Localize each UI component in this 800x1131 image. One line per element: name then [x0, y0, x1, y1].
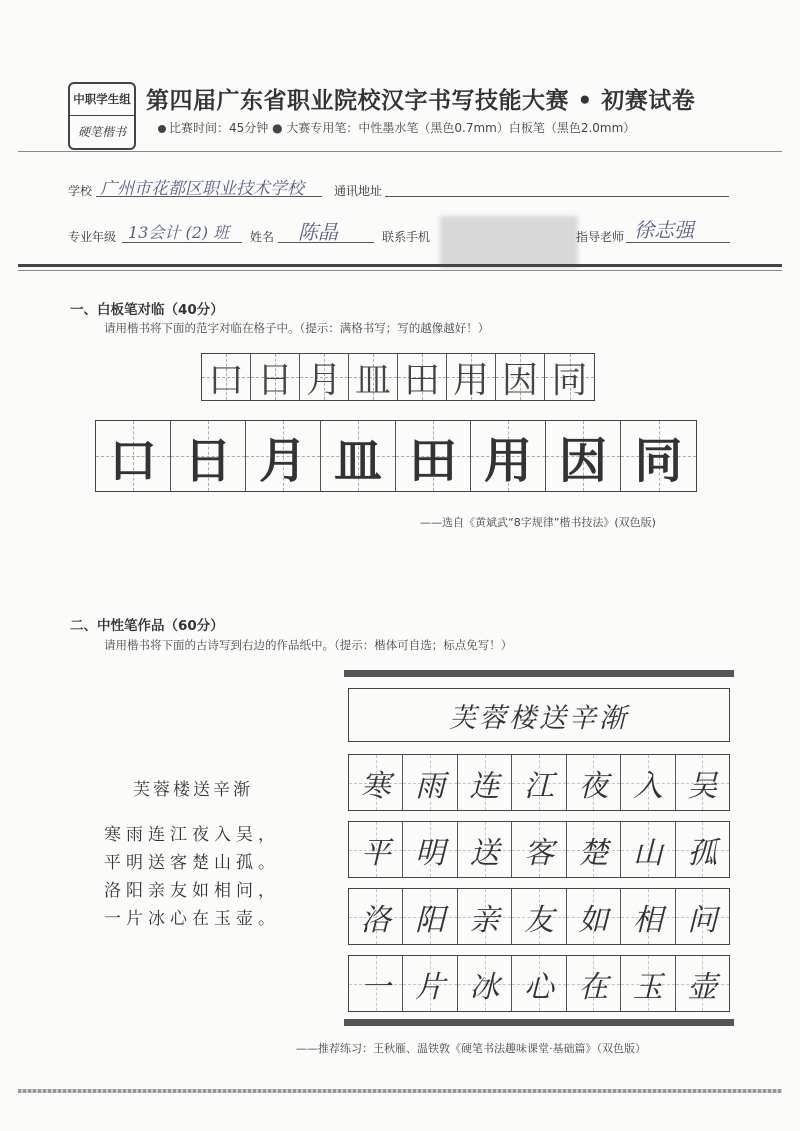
badge-category-label: 硬笔楷书	[77, 125, 126, 139]
work-cell[interactable]	[458, 822, 512, 877]
work-char: 江	[523, 768, 554, 804]
work-char: 送	[469, 835, 500, 871]
major-label: 专业年级	[68, 230, 117, 244]
practice-cell[interactable]	[246, 421, 321, 491]
poem-line: 一片冰心在玉壶。	[104, 909, 280, 929]
work-char: 雨	[415, 768, 446, 804]
practice-char: 田	[408, 432, 457, 489]
work-cell[interactable]	[567, 755, 621, 810]
work-cell[interactable]	[621, 822, 675, 877]
address-label: 通讯地址	[334, 184, 383, 198]
teacher-label: 指导老师	[576, 230, 625, 244]
practice-char: 口	[108, 432, 157, 489]
major-field[interactable]: 13会计 (2) 班	[128, 223, 230, 242]
work-char: 玉	[632, 969, 663, 1005]
work-char: 片	[415, 969, 446, 1005]
work-char: 一	[360, 969, 391, 1005]
section2-instructions: 请用楷书将下面的古诗写到右边的作品纸中。（提示：楷体可自选；标点免写！）	[104, 638, 513, 652]
exam-info-text: 比赛时间：45分钟 ● 大赛专用笔：中性墨水笔（黑色0.7mm）白板笔（黑色2.0mm）	[169, 121, 636, 135]
model-character-row	[201, 353, 595, 401]
model-char: 皿	[354, 359, 391, 401]
work-char: 入	[632, 768, 663, 804]
footer-divider	[18, 1089, 782, 1093]
work-cell[interactable]	[349, 889, 403, 944]
practice-char: 同	[634, 432, 683, 489]
work-cell[interactable]	[458, 889, 512, 944]
work-cell[interactable]	[512, 822, 566, 877]
poem-line: 平明送客楚山孤。	[104, 853, 280, 873]
teacher-field[interactable]: 徐志强	[634, 218, 694, 242]
practice-cell[interactable]	[96, 421, 171, 491]
practice-cell[interactable]	[546, 421, 621, 491]
model-cell	[545, 354, 594, 400]
work-title: 芙蓉楼送辛渐	[348, 688, 730, 742]
school-label: 学校	[68, 184, 93, 198]
work-char: 阳	[415, 902, 446, 938]
practice-char: 因	[558, 432, 607, 489]
work-char: 如	[578, 902, 609, 938]
model-char: 田	[403, 359, 440, 401]
work-cell[interactable]	[403, 889, 457, 944]
work-char: 孤	[687, 835, 718, 871]
poem-line: 洛阳亲友如相问，	[104, 881, 280, 901]
work-char: 寒	[360, 768, 391, 804]
name-label: 姓名	[250, 230, 275, 244]
work-char: 平	[360, 835, 391, 871]
model-char: 口	[207, 359, 244, 401]
work-cell[interactable]	[676, 755, 729, 810]
work-cell[interactable]	[512, 956, 566, 1011]
work-char: 洛	[360, 902, 391, 938]
model-char: 月	[305, 359, 342, 401]
practice-cell[interactable]	[621, 421, 696, 491]
recommend-text: ——推荐练习：王秋雁、温铁敦《硬笔书法趣味课堂·基础篇》（双色版）	[296, 1042, 646, 1055]
work-row[interactable]	[348, 888, 730, 945]
practice-char: 日	[183, 432, 232, 489]
poem-title: 芙蓉楼送辛渐	[133, 780, 253, 800]
header-divider	[18, 151, 782, 152]
model-cell	[496, 354, 545, 400]
model-char: 日	[256, 359, 293, 401]
model-cell	[251, 354, 300, 400]
work-cell[interactable]	[403, 822, 457, 877]
poem-line: 寒雨连江夜入吴，	[104, 825, 280, 845]
work-row[interactable]	[348, 821, 730, 878]
paper-top-band	[344, 670, 734, 677]
work-cell[interactable]	[676, 956, 729, 1011]
model-char: 同	[551, 359, 588, 401]
work-paper[interactable]	[344, 670, 734, 1026]
school-field[interactable]: 广州市花都区职业技术学校	[100, 179, 304, 199]
work-char: 吴	[687, 768, 718, 804]
work-char: 楚	[578, 835, 609, 871]
practice-cell[interactable]	[471, 421, 546, 491]
address-line	[385, 196, 729, 197]
work-char: 友	[523, 902, 554, 938]
work-cell[interactable]	[512, 755, 566, 810]
model-cell	[398, 354, 447, 400]
group-badge	[68, 82, 136, 150]
form-divider	[18, 264, 782, 267]
practice-char: 用	[483, 432, 532, 489]
name-field[interactable]: 陈晶	[298, 220, 338, 244]
exam-info	[158, 119, 635, 136]
phone-label: 联系手机	[382, 230, 431, 244]
badge-group-label: 中职学生组	[70, 84, 134, 116]
practice-cell[interactable]	[321, 421, 396, 491]
work-char: 夜	[578, 768, 609, 804]
form-divider-thin	[18, 270, 782, 271]
work-cell[interactable]	[512, 889, 566, 944]
work-row[interactable]	[348, 754, 730, 811]
practice-character-row[interactable]	[95, 420, 697, 492]
model-cell	[300, 354, 349, 400]
work-cell[interactable]	[403, 956, 457, 1011]
model-cell	[202, 354, 251, 400]
section2-title: 二、中性笔作品（60分）	[70, 618, 224, 634]
work-cell[interactable]	[349, 956, 403, 1011]
work-cell[interactable]	[458, 956, 512, 1011]
phone-field-redacted	[440, 216, 578, 268]
work-cell[interactable]	[567, 822, 621, 877]
practice-char: 月	[258, 432, 307, 489]
work-cell[interactable]	[458, 755, 512, 810]
work-cell[interactable]	[676, 889, 729, 944]
work-row[interactable]	[348, 955, 730, 1012]
work-char: 客	[523, 835, 554, 871]
work-char: 山	[632, 835, 663, 871]
work-char: 相	[632, 902, 663, 938]
work-cell[interactable]	[567, 889, 621, 944]
bullet-icon	[158, 125, 166, 133]
section1-title: 一、白板笔对临（40分）	[70, 302, 224, 318]
work-char: 连	[469, 768, 500, 804]
work-char: 亲	[469, 902, 500, 938]
work-cell[interactable]	[676, 822, 729, 877]
model-char: 因	[501, 359, 538, 401]
work-char: 在	[578, 969, 609, 1005]
model-cell	[349, 354, 398, 400]
work-cell[interactable]	[567, 956, 621, 1011]
practice-char: 皿	[333, 432, 382, 489]
model-cell	[447, 354, 496, 400]
work-cell[interactable]	[349, 755, 403, 810]
exam-title: 第四届广东省职业院校汉字书写技能大赛 • 初赛试卷	[146, 88, 696, 114]
work-char: 明	[415, 835, 446, 871]
work-cell[interactable]	[349, 822, 403, 877]
practice-cell[interactable]	[171, 421, 246, 491]
work-cell[interactable]	[621, 889, 675, 944]
section1-instructions: 请用楷书将下面的范字对临在格子中。（提示：满格书写；写的越像越好！）	[104, 321, 490, 335]
paper-bottom-band	[344, 1019, 734, 1026]
model-char: 用	[452, 359, 489, 401]
practice-cell[interactable]	[396, 421, 471, 491]
work-cell[interactable]	[403, 755, 457, 810]
work-char: 问	[687, 902, 718, 938]
work-char: 冰	[469, 969, 500, 1005]
work-char: 心	[523, 969, 554, 1005]
work-char: 壶	[687, 969, 718, 1005]
work-cell[interactable]	[621, 956, 675, 1011]
work-cell[interactable]	[621, 755, 675, 810]
section1-source: ——选自《黄斌武“8字规律”楷书技法》(双色版)	[420, 516, 656, 529]
